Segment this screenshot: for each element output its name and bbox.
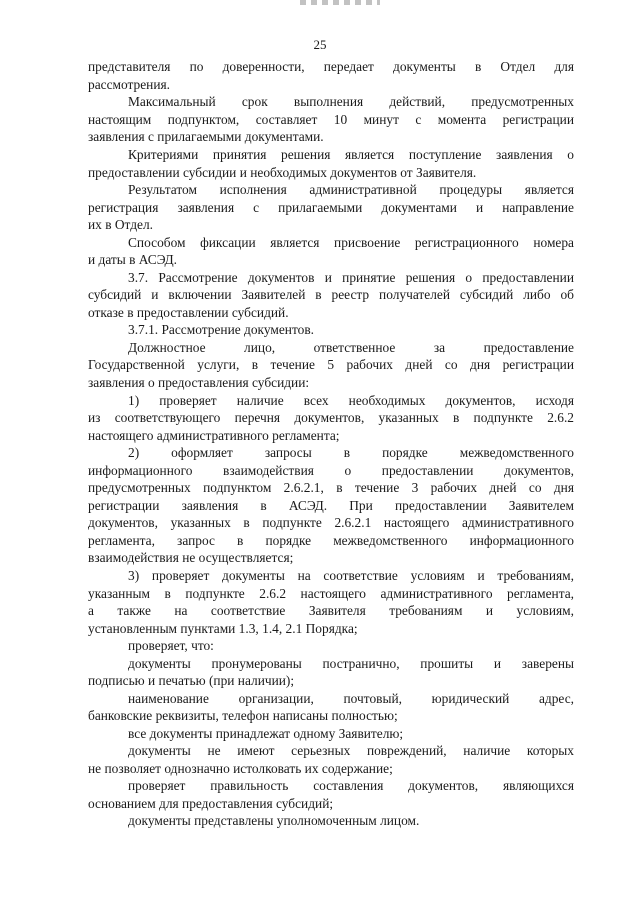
text-line: Результатом исполнения административной процедуры является — [128, 182, 574, 197]
scan-artifact — [300, 0, 380, 5]
text-line: и даты в АСЭД. — [88, 252, 177, 267]
text-line: не позволяет однозначно истолковать их содержание; — [88, 761, 393, 776]
text-line: все документы принадлежат одному Заявителю; — [128, 726, 404, 741]
text-line: регламента, запрос в порядке межведомственного информационного — [88, 533, 574, 548]
text-line: субсидий и включении Заявителей в реестр получателей субсидий либо об — [88, 287, 574, 302]
text-line: Критериями принятия решения является поступление заявления о — [128, 147, 574, 162]
text-line: документы пронумерованы постранично, прошиты и заверены — [128, 656, 574, 671]
text-line: 3.7.1. Рассмотрение документов. — [128, 322, 314, 337]
text-line: настоящим подпунктом, составляет 10 минут с момента регистрации — [88, 112, 574, 127]
text-line: документы представлены уполномоченным лицом. — [128, 813, 420, 828]
text-line: 3.7. Рассмотрение документов и принятие решения о предоставлении — [128, 270, 574, 285]
text-line: документы не имеют серьезных повреждений, наличие которых — [128, 743, 574, 758]
text-line: предоставлении субсидии и необходимых документов от Заявителя. — [88, 165, 477, 180]
text-line: 1) проверяет наличие всех необходимых документов, исходя — [128, 393, 574, 408]
text-line: банковские реквизиты, телефон написаны полностью; — [88, 708, 398, 723]
text-line: регистрации заявления в АСЭД. При предоставлении Заявителем — [88, 498, 574, 513]
text-line: Государственной услуги, в течение 5 рабочих дней со дня регистрации — [88, 357, 574, 372]
text-line: проверяет правильность составления документов, являющихся — [128, 778, 574, 793]
text-line: Должностное лицо, ответственное за предоставление — [128, 340, 574, 355]
text-line: заявления с прилагаемыми документами. — [88, 129, 324, 144]
text-line: 2) оформляет запросы в порядке межведомственного — [128, 445, 574, 460]
text-line: рассмотрения. — [88, 77, 171, 92]
text-line: 3) проверяет документы на соответствие условиям и требованиям, — [128, 568, 574, 583]
text-line: указанным в подпункте 2.6.2 настоящего административного регламента, — [88, 586, 574, 601]
text-line: отказе в предоставлении субсидий. — [88, 305, 289, 320]
text-line: их в Отдел. — [88, 217, 154, 232]
text-line: подписью и печатью (при наличии); — [88, 673, 295, 688]
text-line: установленным пунктами 1.3, 1.4, 2.1 Порядка; — [88, 621, 358, 636]
text-line: заявления о предоставления субсидии: — [88, 375, 310, 390]
text-line: документов, указанных в подпункте 2.6.2.1 настоящего административного — [88, 515, 574, 530]
text-line: информационного взаимодействия о предоставлении документов, — [88, 463, 574, 478]
text-line: предусмотренных подпунктом 2.6.2.1, в течение 3 рабочих дней со дня — [88, 480, 574, 495]
text-line: Способом фиксации является присвоение регистрационного номера — [128, 235, 574, 250]
text-line: из соответствующего перечня документов, указанных в подпункте 2.6.2 — [88, 410, 574, 425]
text-line: регистрация заявления с прилагаемыми документами и направление — [88, 200, 574, 215]
page-number: 25 — [313, 37, 327, 52]
text-line: наименование организации, почтовый, юридический адрес, — [128, 691, 574, 706]
text-line: настоящего административного регламента; — [88, 428, 340, 443]
text-line: представителя по доверенности, передает документы в Отдел для — [88, 59, 574, 74]
text-line: а также на соответствие Заявителя требованиям и условиям, — [88, 603, 574, 618]
text-line: проверяет, что: — [128, 638, 214, 653]
text-line: взаимодействия не осуществляется; — [88, 550, 294, 565]
text-line: Максимальный срок выполнения действий, предусмотренных — [128, 94, 574, 109]
text-line: основанием для предоставления субсидий; — [88, 796, 334, 811]
